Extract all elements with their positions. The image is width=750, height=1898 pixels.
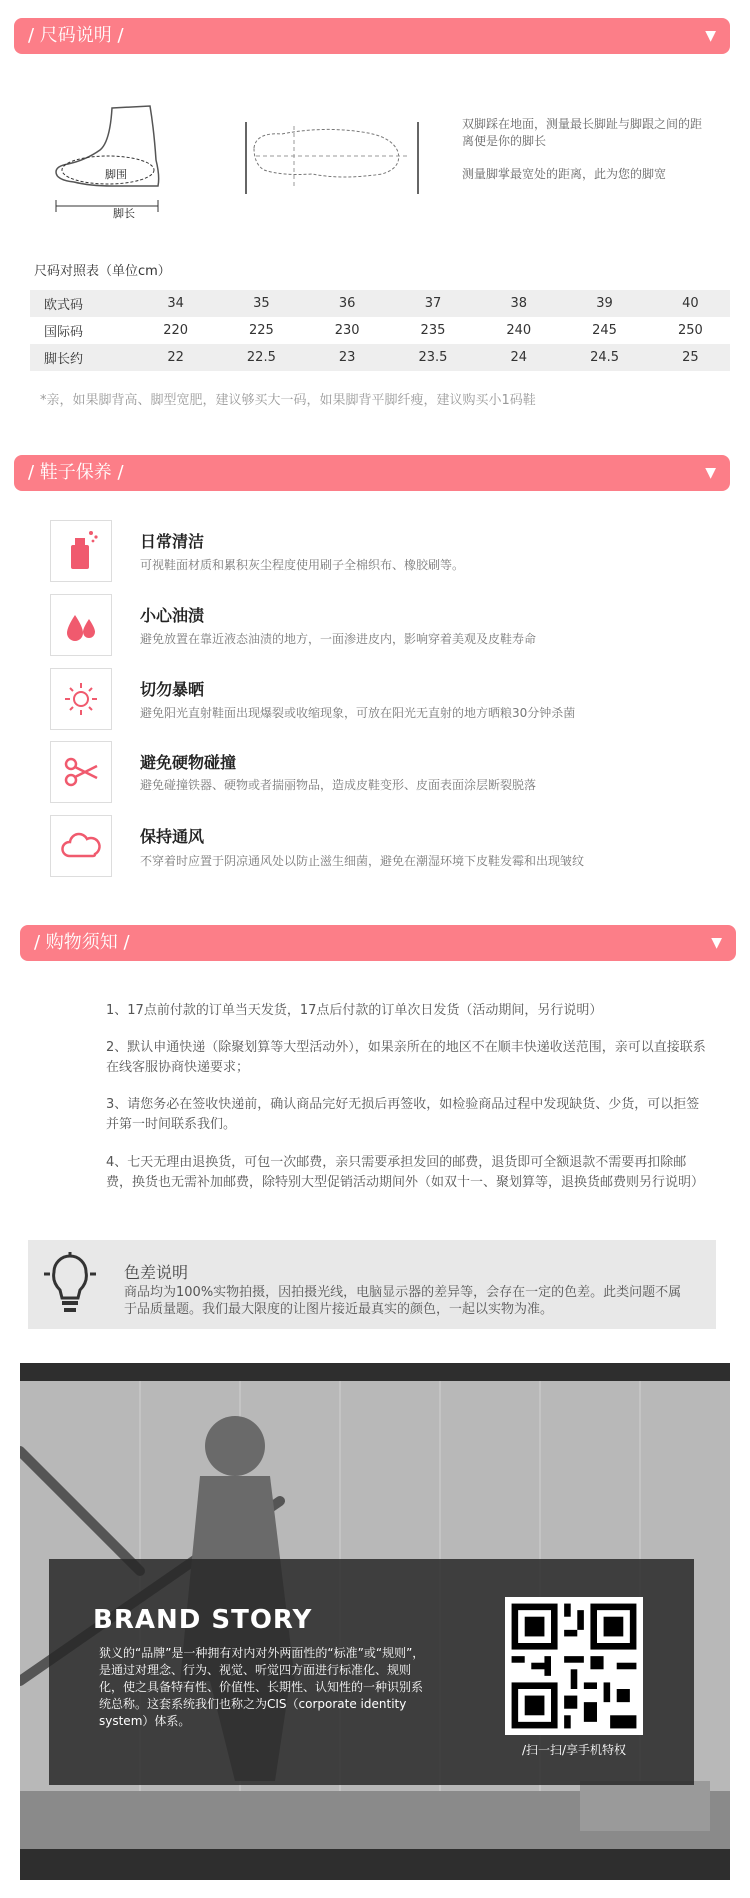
- care-section-header[interactable]: [14, 455, 730, 491]
- care-section-title: / 鞋子保养 /: [28, 462, 124, 483]
- size-section-header[interactable]: [14, 18, 730, 54]
- shop-section-title: / 购物须知 /: [34, 932, 130, 953]
- table-cell: 37: [387, 290, 479, 317]
- row-label: 欧式码: [30, 290, 136, 317]
- color-note-box: [28, 1240, 716, 1329]
- row-label: 脚长约: [30, 344, 136, 371]
- foot-length-label: 脚长: [113, 207, 135, 220]
- table-cell: 22: [136, 344, 215, 371]
- notice-item: 4、七天无理由退换货，可包一次邮费，亲只需要承担发回的邮费，退货即可全额退款不需要再扣除邮费，换货也无需补加邮费，除特别大型促销活动期间外（如双十一、聚划算等，退换货邮费则另行说明）: [106, 1155, 705, 1190]
- table-cell: 34: [136, 290, 215, 317]
- notice-item: 2、默认申通快递（除聚划算等大型活动外），如果亲所在的地区不在顺丰快递收送范围，亲可以直接联系在线客服协商快递要求；: [106, 1040, 706, 1075]
- brand-story-banner: [20, 1363, 730, 1880]
- qr-code-icon: [505, 1597, 643, 1735]
- care-item-title: 小心油渍: [140, 606, 205, 625]
- table-cell: 38: [479, 290, 558, 317]
- row-label: 国际码: [44, 325, 84, 340]
- table-cell: 235: [420, 323, 446, 338]
- foot-girth-label: 脚围: [105, 168, 127, 181]
- table-cell: 39: [558, 290, 650, 317]
- table-cell: 230: [334, 323, 360, 338]
- table-cell: 35: [215, 290, 307, 317]
- chevron-down-icon[interactable]: ▼: [705, 465, 716, 481]
- table-cell: 245: [592, 323, 617, 338]
- size-table-caption: 尺码对照表（单位cm）: [34, 264, 171, 279]
- foot-length-instruction: 双脚踩在地面，测量最长脚趾与脚跟之间的距离便是你的脚长: [462, 117, 703, 148]
- size-section-title: / 尺码说明 /: [28, 25, 124, 46]
- table-cell: 220: [163, 323, 189, 338]
- qr-caption: /扫一扫/享手机特权: [521, 1743, 627, 1757]
- color-note-text: 商品均为100%实物拍摄，因拍摄光线，电脑显示器的差异等，会存在一定的色差。此类问题不属于品质量题。我们最大限度的让图片接近最真实的颜色，一起以实物为准。: [124, 1285, 682, 1317]
- table-cell: 40: [651, 290, 730, 317]
- size-note: *亲，如果脚背高、脚型宽肥，建议够买大一码，如果脚背平脚纤瘦，建议购买小1码鞋: [40, 393, 536, 408]
- care-item-title: 日常清洁: [140, 532, 205, 551]
- care-item-title: 保持通风: [140, 827, 205, 846]
- table-cell: 250: [677, 323, 703, 338]
- care-item-desc: 不穿着时应置于阴凉通风处以防止滋生细菌，避免在潮湿环境下皮鞋发霉和出现皱纹: [140, 854, 585, 868]
- cloud-icon: [50, 815, 112, 877]
- notice-item: 3、请您务必在签收快递前，确认商品完好无损后再签收，如检验商品过程中发现缺货、少货，可以拒签并第一时间联系我们。: [106, 1097, 700, 1132]
- size-table: [30, 290, 730, 371]
- brand-story-overlay: [49, 1559, 694, 1785]
- oil-drops-icon: [50, 594, 112, 656]
- care-item-desc: 避免阳光直射鞋面出现爆裂或收缩现象，可放在阳光无直射的地方晒粮30分钟杀菌: [140, 706, 576, 720]
- care-item-title: 切勿暴晒: [140, 680, 205, 699]
- color-note-title: 色差说明: [124, 1263, 189, 1282]
- brand-story-text: 狱义的“品牌”是一种拥有对内对外两面性的“标准”或“规则”，是通过对理念、行为、视觉、听觉四方面进行标准化、规则化，使之具备特有性、价值性、长期性、认知性的一种识别系统总称。这套系统我们也称之为CIS（corporate identity system）体系。: [99, 1646, 425, 1728]
- table-cell: 23: [308, 344, 387, 371]
- table-cell: 24: [479, 344, 558, 371]
- table-cell: 24.5: [558, 344, 650, 371]
- spray-bottle-icon: [50, 520, 112, 582]
- care-item-desc: 避免碰撞铁器、硬物或者揣丽物品，造成皮鞋变形、皮面表面涂层断裂脱落: [140, 778, 537, 792]
- table-row: [30, 317, 730, 344]
- shop-section-header[interactable]: [20, 925, 736, 961]
- table-row: [30, 290, 730, 317]
- chevron-down-icon[interactable]: ▼: [705, 28, 716, 44]
- qr-code: [505, 1597, 643, 1735]
- chevron-down-icon[interactable]: ▼: [711, 935, 722, 951]
- table-cell: 22.5: [215, 344, 307, 371]
- foot-width-instruction: 测量脚掌最宽处的距离，此为您的脚宽: [462, 167, 667, 181]
- lightbulb-icon: [42, 1252, 98, 1318]
- scissors-icon: [50, 741, 112, 803]
- table-cell: 23.5: [387, 344, 479, 371]
- brand-story-title: BRAND STORY: [93, 1605, 313, 1635]
- table-cell: 225: [248, 323, 274, 338]
- table-cell: 36: [308, 290, 387, 317]
- sun-icon: [50, 668, 112, 730]
- care-item-title: 避免硬物碰撞: [140, 753, 237, 772]
- care-item-desc: 避免放置在靠近液态油渍的地方，一面渗进皮内，影响穿着美观及皮鞋寿命: [140, 632, 537, 646]
- care-item-desc: 可视鞋面材质和累积灰尘程度使用刷子全棉织布、橡胶刷等。: [140, 558, 465, 572]
- notice-item: 1、17点前付款的订单当天发货，17点后付款的订单次日发货（活动期间，另行说明）: [106, 1003, 603, 1018]
- table-cell: 25: [651, 344, 730, 371]
- table-cell: 240: [506, 323, 532, 338]
- table-row: [30, 344, 730, 371]
- foot-top-diagram: [242, 118, 422, 198]
- foot-side-diagram: [50, 100, 210, 220]
